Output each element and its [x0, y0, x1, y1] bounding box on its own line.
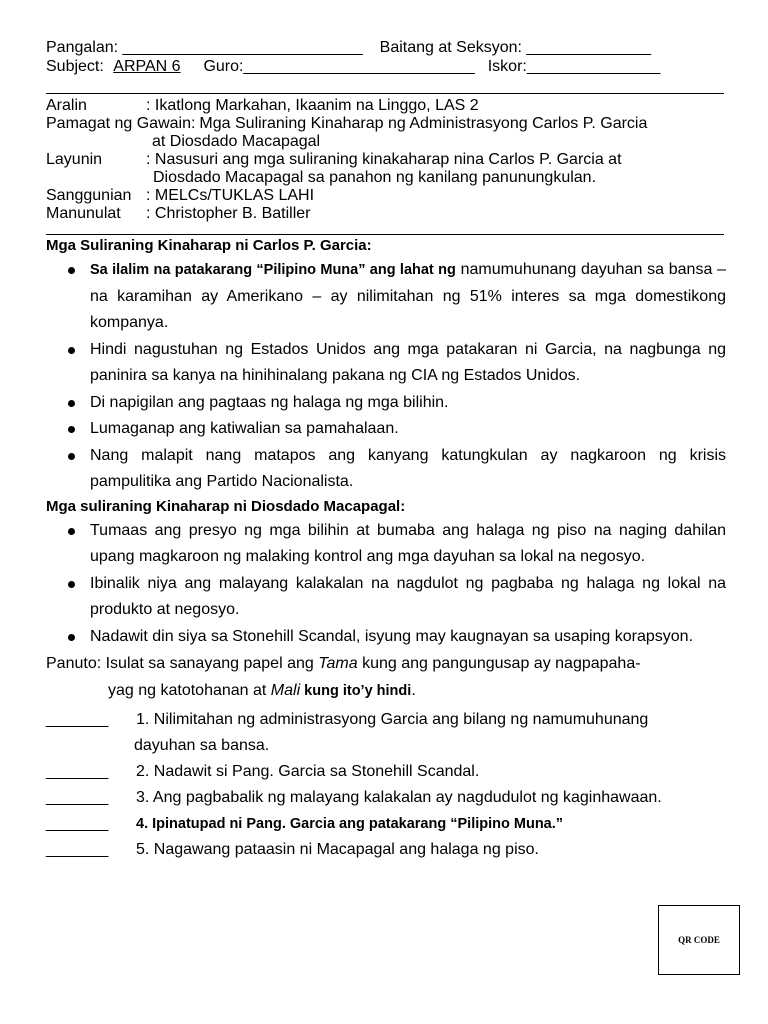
header-row-2	[46, 57, 726, 76]
qr-code-box	[658, 905, 740, 975]
qr-code-label: QR CODE	[678, 935, 720, 945]
garcia-section-title: Mga Suliraning Kinaharap ni Carlos P. Garcia:	[46, 237, 372, 254]
bullet-icon	[68, 426, 75, 433]
list-item: Ibinalik niya ang malayang kalakalan na nagdulot ng pagbaba ng halaga ng lokal na produkto at negosyo.	[46, 571, 726, 624]
manunulat-row: Manunulat : Christopher B. Batiller	[46, 205, 311, 222]
bullet-icon	[68, 347, 75, 354]
bullet-icon	[68, 400, 75, 407]
answer-blank[interactable]: _______	[46, 841, 109, 858]
question-list	[46, 707, 726, 863]
bullet-icon	[68, 581, 75, 588]
list-item: Tumaas ang presyo ng mga bilihin at bumaba ang halaga ng piso na naging dahilan upang magkaroon ng malaking kontrol ang mga dayuhan sa lokal na negosyo.	[46, 518, 726, 571]
macapagal-problems-list	[46, 518, 726, 651]
name-field-label: Pangalan: ___________________________	[46, 39, 363, 56]
list-item: Nang malapit nang matapos ang kanyang katungkulan ay nagkaroon ng krisis pampulitika ang Partido Nacionalista.	[46, 443, 726, 496]
list-item: Di napigilan ang pagtaas ng halaga ng mga bilihin.	[46, 390, 726, 417]
aralin-row: Aralin : Ikatlong Markahan, Ikaanim na Linggo, LAS 2	[46, 97, 479, 114]
question-1: _______ 1. Nilimitahan ng administrasyong Garcia ang bilang ng namumuhunang	[46, 707, 726, 733]
worksheet-page	[46, 38, 726, 863]
subject-label: Subject:	[46, 58, 104, 75]
question-5: _______ 5. Nagawang pataasin ni Macapagal ang halaga ng piso.	[46, 837, 726, 863]
pamagat-continuation: at Diosdado Macapagal	[152, 133, 321, 150]
garcia-problems-list	[46, 257, 726, 496]
list-item: Hindi nagustuhan ng Estados Unidos ang mga patakaran ni Garcia, na nagbunga ng paninira sa kanya na hinihinalang pakana ng CIA ng Estados Unidos.	[46, 337, 726, 390]
bullet-icon	[68, 634, 75, 641]
question-2: _______ 2. Nadawit si Pang. Garcia sa Stonehill Scandal.	[46, 759, 726, 785]
answer-blank[interactable]: _______	[46, 711, 109, 728]
layunin-row: Layunin : Nasusuri ang mga suliraning kinakaharap nina Carlos P. Garcia at	[46, 151, 622, 168]
answer-blank[interactable]: _______	[46, 815, 109, 832]
score-field-label: Iskor:_______________	[487, 58, 661, 75]
divider-top	[46, 93, 724, 94]
grade-section-field-label: Baitang at Seksyon: ______________	[379, 39, 652, 56]
lesson-info	[46, 97, 726, 223]
header-row-1	[46, 38, 726, 57]
question-1-continuation: dayuhan sa bansa.	[134, 737, 270, 754]
answer-blank[interactable]: _______	[46, 789, 109, 806]
question-3: _______ 3. Ang pagbabalik ng malayang kalakalan ay nagdudulot ng kaginhawaan.	[46, 785, 726, 811]
list-item: Lumaganap ang katiwalian sa pamahalaan.	[46, 416, 726, 443]
teacher-field-label: Guro:__________________________	[203, 58, 475, 75]
instructions	[46, 650, 726, 705]
answer-blank[interactable]: _______	[46, 763, 109, 780]
bullet-icon	[68, 453, 75, 460]
subject-value: ARPAN 6	[113, 58, 181, 75]
sanggunian-row: Sanggunian : MELCs/TUKLAS LAHI	[46, 187, 315, 204]
bullet-icon	[68, 267, 75, 274]
instructions-line-1: Panuto: Isulat sa sanayang papel ang Tama kung ang pangungusap ay nagpapaha-	[46, 655, 641, 672]
macapagal-section-title: Mga suliraning Kinaharap ni Diosdado Macapagal:	[46, 497, 406, 515]
list-item: Sa ilalim na patakarang “Pilipino Muna” ang lahat ng namumuhunang dayuhan sa bansa – na karamihan ay Amerikano – ay nilimitahan ng 51% interes sa mga domestikong kompanya.	[46, 257, 726, 337]
bullet-icon	[68, 528, 75, 535]
question-4: _______ 4. Ipinatupad ni Pang. Garcia ang patakarang “Pilipino Muna.”	[46, 811, 726, 837]
instructions-line-2: yag ng katotohanan at Mali kung ito’y hindi.	[108, 682, 416, 699]
layunin-continuation: Diosdado Macapagal sa panahon ng kanilang panunungkulan.	[153, 169, 597, 186]
pamagat-row: Pamagat ng Gawain: Mga Suliraning Kinaharap ng Administrasyong Carlos P. Garcia	[46, 115, 648, 132]
list-item: Nadawit din siya sa Stonehill Scandal, isyung may kaugnayan sa usaping korapsyon.	[46, 624, 726, 651]
